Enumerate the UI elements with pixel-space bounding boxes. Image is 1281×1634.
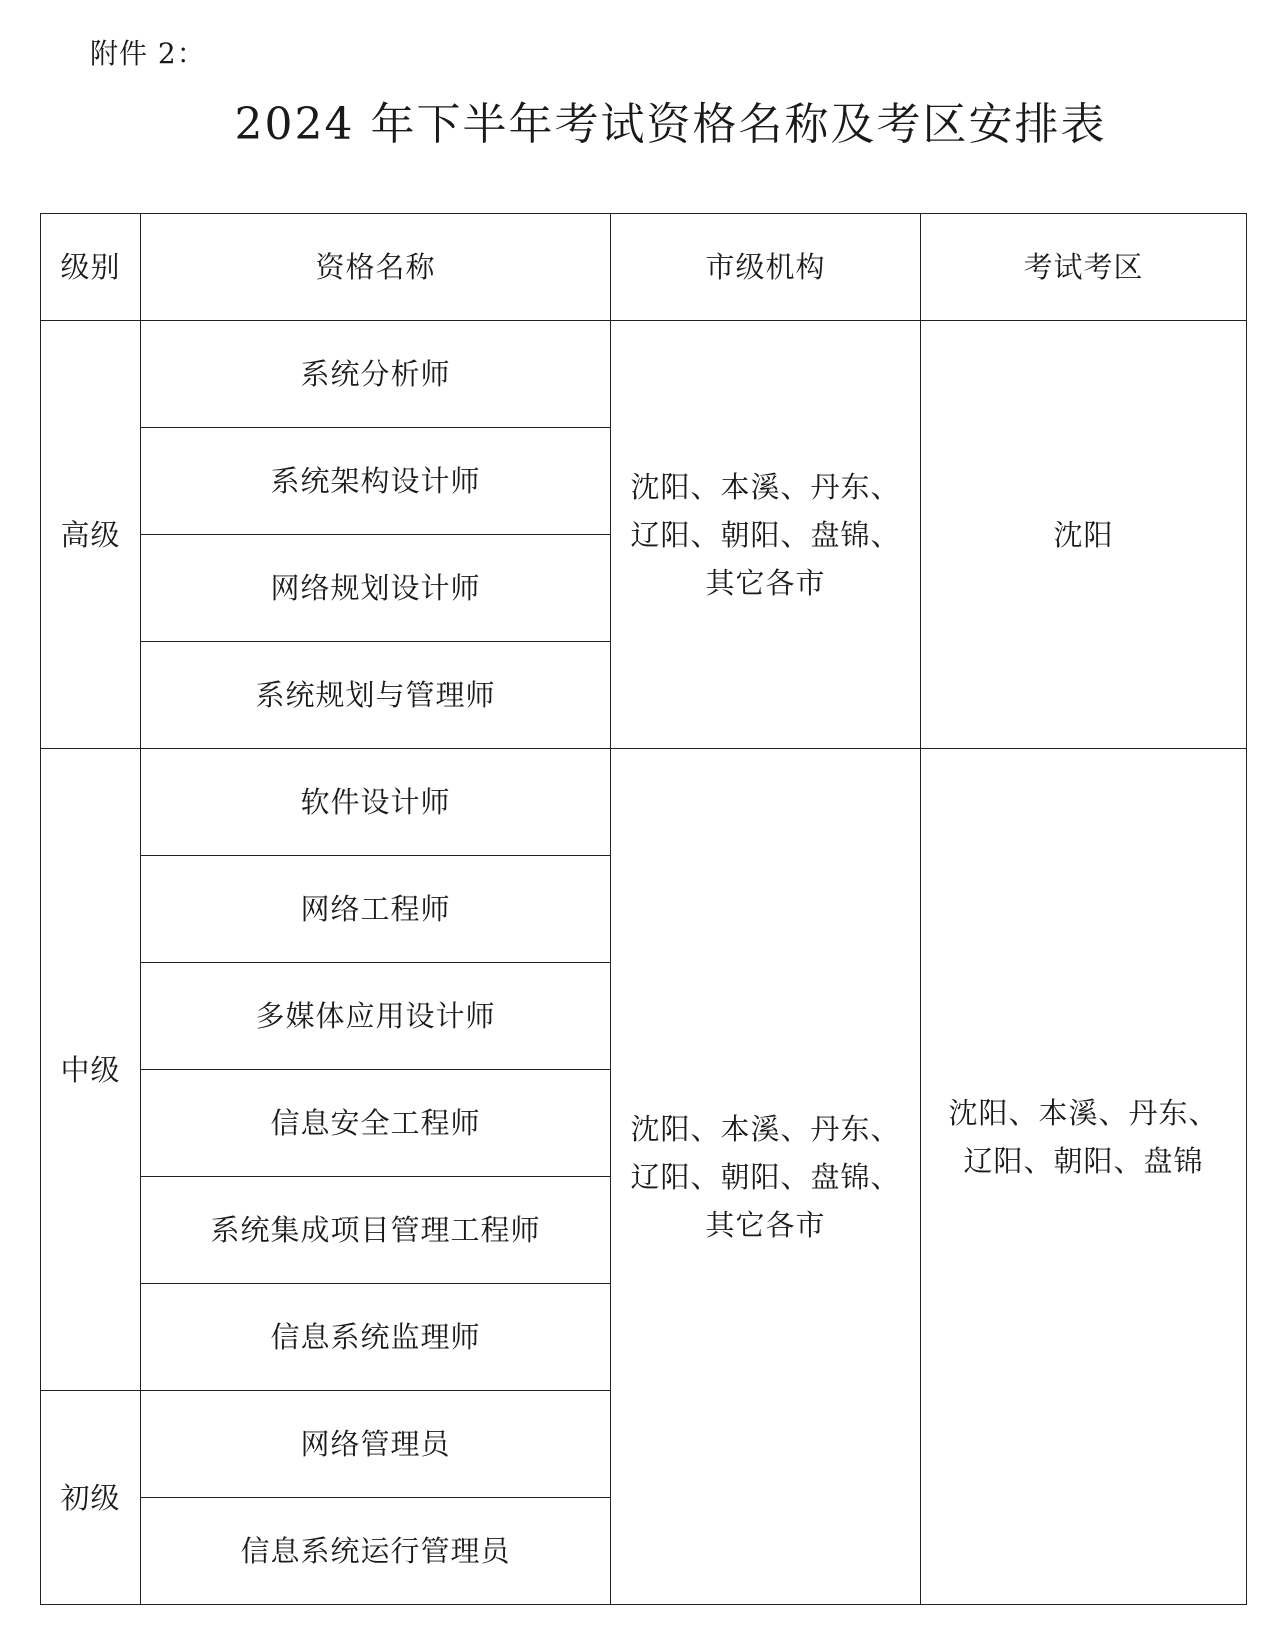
header-qualification: 资格名称 (141, 214, 611, 321)
table-row (41, 321, 1247, 428)
header-row (41, 214, 1247, 321)
qualification-cell: 多媒体应用设计师 (141, 963, 611, 1070)
qualification-cell: 网络规划设计师 (141, 535, 611, 642)
institution-cell-senior: 沈阳、本溪、丹东、 辽阳、朝阳、盘锦、 其它各市 (611, 321, 921, 749)
page-title: 2024 年下半年考试资格名称及考区安排表 (234, 99, 1107, 150)
qualification-cell: 网络工程师 (141, 856, 611, 963)
qualification-cell: 系统规划与管理师 (141, 642, 611, 749)
level-cell-intermediate: 中级 (41, 749, 141, 1391)
header-institution: 市级机构 (611, 214, 921, 321)
level-cell-junior: 初级 (41, 1391, 141, 1605)
qualification-cell: 信息系统运行管理员 (141, 1498, 611, 1605)
qualification-cell: 信息安全工程师 (141, 1070, 611, 1177)
qualification-cell: 系统分析师 (141, 321, 611, 428)
header-level: 级别 (41, 214, 141, 321)
level-cell-senior: 高级 (41, 321, 141, 749)
exam-arrangement-table (40, 213, 1247, 1605)
exam-area-cell-senior: 沈阳 (921, 321, 1247, 749)
qualification-cell: 系统集成项目管理工程师 (141, 1177, 611, 1284)
institution-cell-mid-junior: 沈阳、本溪、丹东、 辽阳、朝阳、盘锦、 其它各市 (611, 749, 921, 1605)
qualification-cell: 信息系统监理师 (141, 1284, 611, 1391)
attachment-label: 附件 2： (90, 37, 206, 70)
exam-area-cell-mid-junior: 沈阳、本溪、丹东、 辽阳、朝阳、盘锦 (921, 749, 1247, 1605)
header-exam-area: 考试考区 (921, 214, 1247, 321)
table-row (41, 749, 1247, 856)
qualification-cell: 系统架构设计师 (141, 428, 611, 535)
qualification-cell: 软件设计师 (141, 749, 611, 856)
qualification-cell: 网络管理员 (141, 1391, 611, 1498)
